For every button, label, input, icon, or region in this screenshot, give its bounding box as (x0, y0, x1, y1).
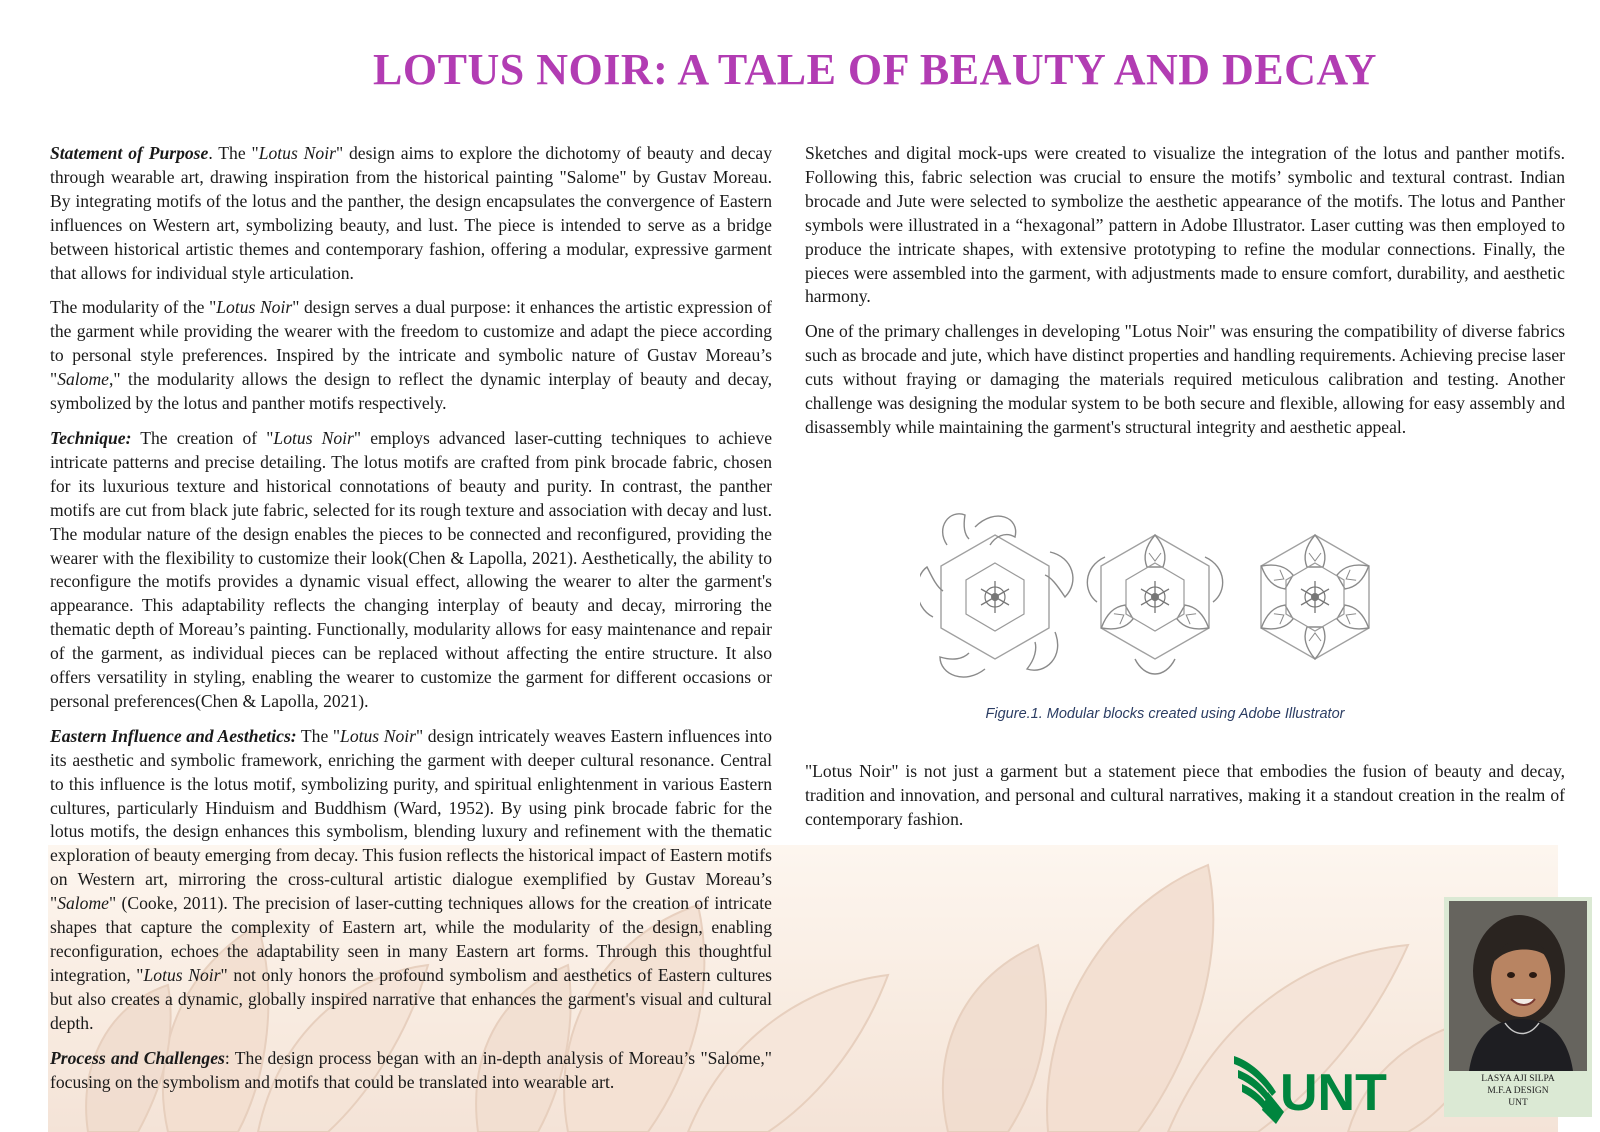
author-caption (1444, 1073, 1592, 1109)
author-card (1444, 897, 1592, 1117)
mixed-block (1087, 535, 1222, 674)
figure-caption: Figure.1. Modular blocks created using Adobe Illustrator (985, 706, 1345, 722)
unt-eagle-logo (1232, 1052, 1410, 1126)
statement-of-purpose-paragraph: Statement of Purpose. The "Lotus Noir" design aims to explore the dichotomy of beauty and decay through wearable art, drawing inspiration from the historical painting "Salome" by Gustav Moreau. By integrating motifs of the lotus and the panther, the design encapsulates the convergence of Eastern influences on Western art, symbolizing beauty, and lust. The piece is intended to serve as a bridge between historical artistic themes and contemporary fashion, offering a modular, expressive garment that allows for individual style articulation. (50, 143, 773, 283)
page-title: LOTUS NOIR: A TALE OF BEAUTY AND DECAY (373, 45, 1377, 94)
closing-paragraph: "Lotus Noir" is not just a garment but a statement piece that embodies the fusion of beauty and decay, tradition and innovation, and personal and cultural narratives, making it a standout creation in the realm of contemporary fashion. (805, 761, 1565, 829)
process-challenges-paragraph: Process and Challenges: The design process began with an in-depth analysis of Moreau’s "Salome," focusing on the symbolism and motifs that could be translated into wearable art. (50, 1047, 772, 1092)
author-school: UNT (1508, 1098, 1528, 1108)
left-column (50, 142, 772, 1105)
author-photo (1449, 901, 1587, 1071)
challenges-paragraph: One of the primary challenges in developing "Lotus Noir" was ensuring the compatibility of diverse fabrics such as brocade and jute, which have distinct properties and handling requirements. Achieving precise laser cuts without fraying or damaging the materials required meticulous calibration and testing. Another challenge was designing the modular system to be both secure and flexible, allowing for easy assembly and disassembly while maintaining the garment's structural integrity and aesthetic appeal. (805, 321, 1565, 437)
panther-block (920, 514, 1073, 677)
technique-paragraph: Technique: The creation of "Lotus Noir" employs advanced laser-cutting techniques to achieve intricate patterns and precise detailing. The lotus motifs are crafted from pink brocade fabric, chosen for its luxurious texture and historical connotations of beauty and purity. In contrast, the panther motifs are cut from black jute fabric, selected for its rough texture and association with decay and lust. The modular nature of the design enables the pieces to be connected and reconfigured, providing the wearer with the flexibility to customize their look(Chen & Lapolla, 2021). Aesthetically, the ability to reconfigure the motifs provides a dynamic visual effect, allowing the wearer to alter the garment's appearance. This adaptability reflects the changing interplay of beauty and decay, mirroring the thematic depth of Moreau’s painting. Functionally, modularity allows for easy maintenance and repair of the garment, as individual pieces can be replaced without affecting the entire structure. It also offers versatility in styling, enabling the wearer to customize the garment for different occasions or personal preferences(Chen & Lapolla, 2021). (50, 427, 773, 711)
modular-blocks-figure (920, 497, 1400, 697)
eastern-influence-paragraph: Eastern Influence and Aesthetics: The "Lotus Noir" design intricately weaves Eastern influences into its aesthetic and symbolic framework, enriching the garment with deeper cultural resonance. Central to this influence is the lotus motif, symbolizing purity, and spiritual enlightenment in various Eastern cultures, particularly Hinduism and Buddhism (Ward, 1952). By using pink brocade fabric for the lotus motifs, the design enhances this symbolism, blending luxury and refinement with the thematic exploration of beauty emerging from decay. This fusion reflects the historical impact of Eastern motifs on Western art, mirroring the cross-cultural artistic dialogue exemplified by Gustav Moreau’s "Salome" (Cooke, 2011). The precision of laser-cutting techniques allows for the creation of intricate shapes that capture the complexity of Eastern art, while the modularity of the design, enabling reconfiguration, echoes the adaptability seen in many Eastern art forms. Through this thoughtful integration, "Lotus Noir" not only honors the profound symbolism and aesthetics of Eastern cultures but also creates a dynamic, globally inspired narrative that enhances the garment's visual and cultural depth. (50, 725, 773, 1033)
lotus-block (1256, 535, 1373, 659)
modularity-paragraph: The modularity of the "Lotus Noir" design serves a dual purpose: it enhances the artistic expression of the garment while providing the wearer with the freedom to customize and adapt the piece according to personal style preferences. Inspired by the intricate and symbolic nature of Gustav Moreau’s "Salome," the modularity allows the design to reflect the dynamic interplay of beauty and decay, symbolized by the lotus and panther motifs respectively. (50, 297, 773, 414)
author-portrait-illustration (1449, 901, 1587, 1071)
author-degree: M.F.A DESIGN (1487, 1086, 1549, 1096)
author-name: LASYA AJI SILPA (1481, 1074, 1555, 1084)
right-column (805, 142, 1565, 451)
process-continued-paragraph: Sketches and digital mock-ups were created to visualize the integration of the lotus and panther motifs. Following this, fabric selection was crucial to ensure the motifs’ symbolic and textural contrast. Indian brocade and Jute were selected to symbolize the aesthetic appearance of the motifs. The lotus and Panther symbols were illustrated in a “hexagonal” pattern in Adobe Illustrator. Laser cutting was then employed to produce the intricate shapes, with extensive prototyping to refine the modular connections. Finally, the pieces were assembled into the garment, with adjustments made to ensure comfort, durability, and aesthetic harmony. (805, 143, 1565, 307)
unt-logo-text: UNT (1280, 1064, 1387, 1122)
